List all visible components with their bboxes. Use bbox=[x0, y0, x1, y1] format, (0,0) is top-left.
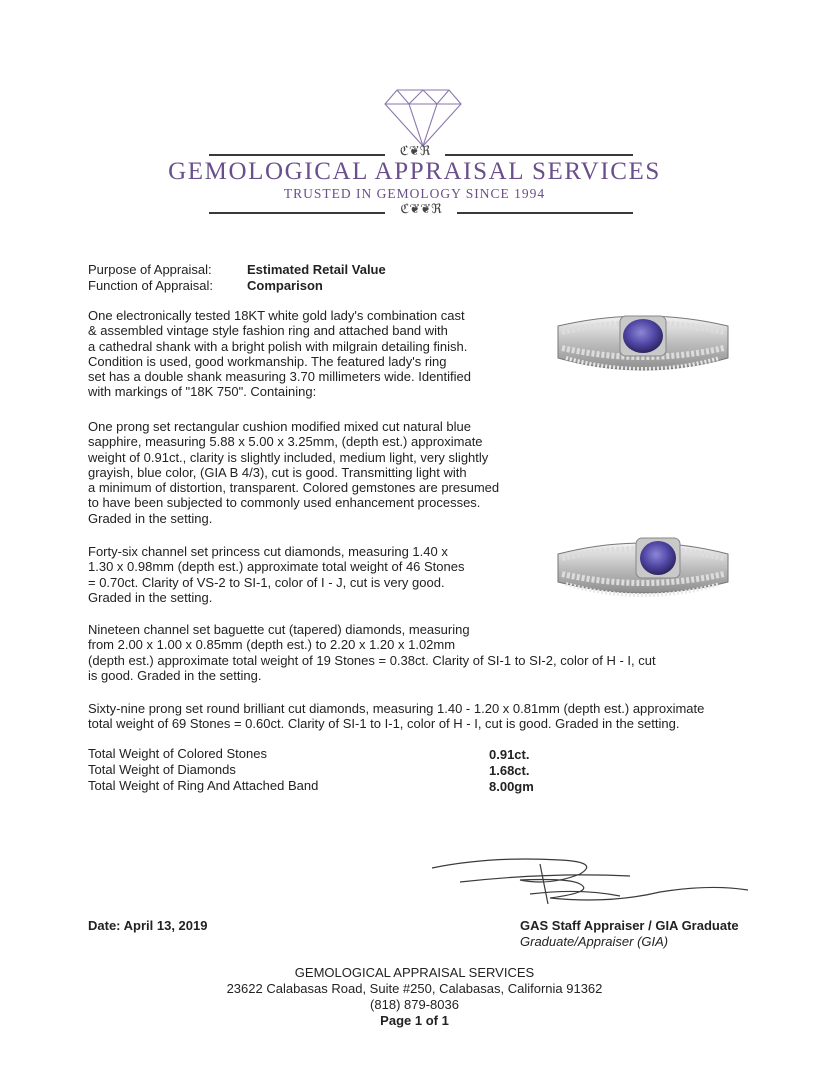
footer-org: GEMOLOGICAL APPRAISAL SERVICES bbox=[294, 965, 535, 980]
appraisal-date: Date: April 13, 2019 bbox=[88, 918, 208, 933]
ring-image-bottom bbox=[552, 520, 734, 610]
baguette-diamonds-paragraph: Nineteen channel set baguette cut (tapered) diamonds, measuring from 2.00 x 1.00 x 0.85mm (depth est.) to 2.20 x 1.20 x 1.02mm (depth est.) approximate total weight of 19 Stones = 0.38ct. Clarity of SI-1 to SI-2, color of H - I, cut is good. Graded in the setting. bbox=[88, 622, 656, 683]
header-bottom-rule-left bbox=[209, 212, 385, 214]
function-value: Comparison bbox=[247, 278, 323, 293]
total-ring-label: Total Weight of Ring And Attached Band bbox=[88, 778, 319, 793]
appraiser-subtitle: Graduate/Appraiser (GIA) bbox=[520, 934, 669, 949]
total-diamonds-label: Total Weight of Diamonds bbox=[88, 762, 236, 777]
round-diamonds-paragraph: Sixty-nine prong set round brilliant cut diamonds, measuring 1.40 - 1.20 x 0.81mm (depth est.) approximate total weight of 69 Stones = 0.60ct. Clarity of SI-1 to I-1, color of H - I, cut is good. Graded in the setting. bbox=[88, 701, 705, 732]
sapphire-paragraph: One prong set rectangular cushion modified mixed cut natural blue sapphire, measuring 5.88 x 5.00 x 3.25mm, (depth est.) approximate weight of 0.91ct., clarity is slightly included, medium light, very slightly grayish, blue color, (GIA B 4/3), cut is good. Transmitting light with a minimum of distortion, transparent. Colored gemstones are presumed to have been subjected to commonly used enhancement processes. Graded in the setting. bbox=[88, 419, 500, 526]
page-number: Page 1 of 1 bbox=[380, 1013, 449, 1028]
total-colored-value: 0.91ct. bbox=[489, 747, 530, 762]
total-diamonds-value: 1.68ct. bbox=[489, 763, 530, 778]
description-paragraph: One electronically tested 18KT white gold lady's combination cast & assembled vintage style fashion ring and attached band with a cathedral shank with a bright polish with milgrain detailing finish. Condition is used, good workmanship. The featured lady's ring set has a double shank measuring 3.70 millimeters wide. Identified with markings of "18K 750". Containing: bbox=[88, 308, 471, 400]
header-ornament-bottom: ℭ❦❦ℜ bbox=[400, 202, 442, 217]
header-top-rule-left bbox=[209, 154, 385, 156]
header-top-rule-right bbox=[445, 154, 633, 156]
appraiser-title: GAS Staff Appraiser / GIA Graduate bbox=[520, 918, 739, 933]
total-colored-label: Total Weight of Colored Stones bbox=[88, 746, 267, 761]
purpose-label: Purpose of Appraisal: bbox=[88, 262, 212, 277]
function-label: Function of Appraisal: bbox=[88, 278, 214, 293]
purpose-value: Estimated Retail Value bbox=[247, 262, 386, 277]
header-bottom-rule-right bbox=[457, 212, 633, 214]
footer-phone: (818) 879-8036 bbox=[370, 997, 459, 1012]
appraiser-signature bbox=[430, 852, 750, 912]
org-name: GEMOLOGICAL APPRAISAL SERVICES bbox=[168, 158, 661, 185]
tagline: TRUSTED IN GEMOLOGY SINCE 1994 bbox=[283, 186, 546, 201]
diamond-outline-icon bbox=[383, 86, 463, 148]
total-ring-value: 8.00gm bbox=[489, 779, 534, 794]
footer-address: 23622 Calabasas Road, Suite #250, Calabasas, California 91362 bbox=[226, 981, 603, 996]
header-ornament-top: ℭ❦ℜ bbox=[399, 144, 431, 159]
ring-image-top bbox=[552, 296, 734, 386]
princess-diamonds-paragraph: Forty-six channel set princess cut diamonds, measuring 1.40 x 1.30 x 0.98mm (depth est.) approximate total weight of 46 Stones = 0.70ct. Clarity of VS-2 to SI-1, color of I - J, cut is very good. Graded in the setting. bbox=[88, 544, 465, 605]
